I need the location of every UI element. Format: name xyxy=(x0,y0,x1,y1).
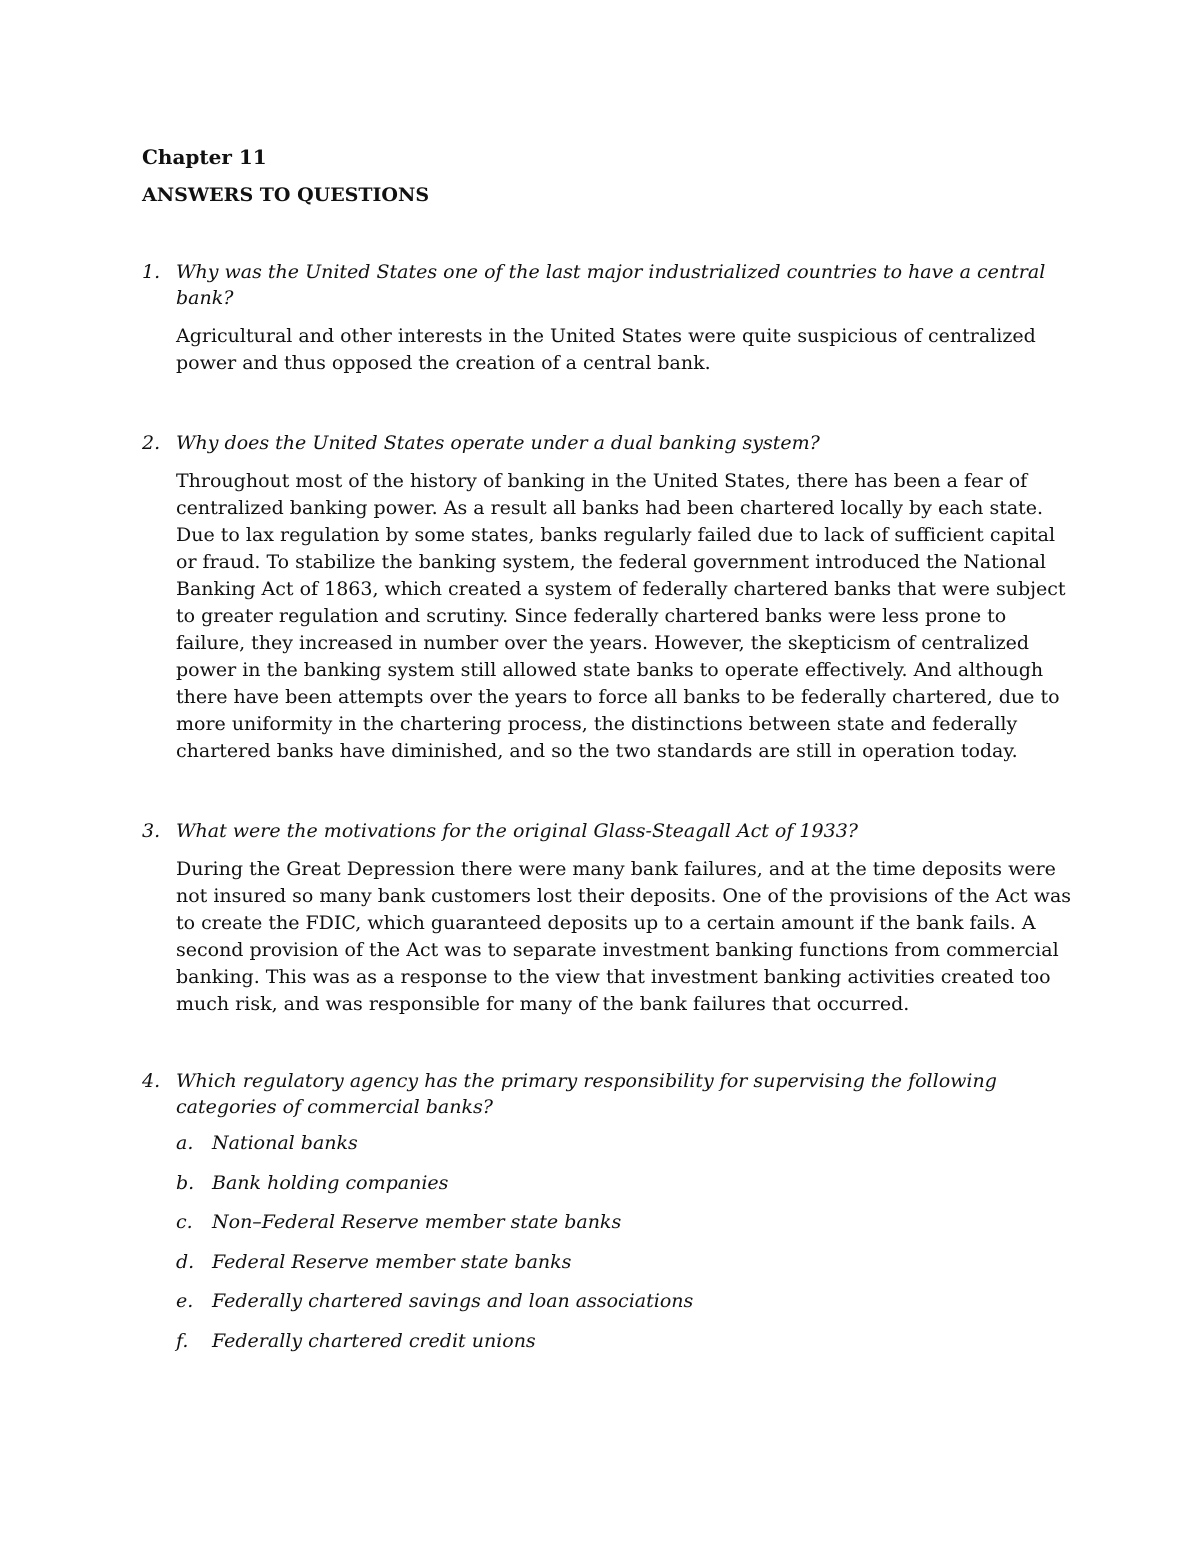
item-letter: d. xyxy=(176,1250,195,1273)
question-text: What were the motivations for the original Glass-Steagall Act of 1933? xyxy=(176,820,858,842)
question-block-1 xyxy=(142,259,1072,377)
section-heading: ANSWERS TO QUESTIONS xyxy=(142,184,430,206)
list-item xyxy=(176,1288,1072,1314)
item-letter: b. xyxy=(176,1171,195,1194)
item-letter: e. xyxy=(176,1290,194,1312)
question-block-3 xyxy=(142,818,1072,1018)
list-item xyxy=(176,1170,1072,1196)
list-item xyxy=(176,1209,1072,1235)
answer-text: During the Great Depression there were many bank failures, and at the time deposits were not insured so many bank customers lost their deposits. One of the provisions of the Act was to create the FDIC, which guaranteed deposits up to a certain amount if the bank fails. A second provision of the Act was to separate investment banking functions from commercial banking. This was as a response to the view that investment banking activities created too much risk, and was responsible for many of the bank failures that occurred. xyxy=(176,858,1072,1015)
question-text: Why was the United States one of the last major industrialized countries to have a central bank? xyxy=(176,261,1046,309)
question-block-4 xyxy=(142,1068,1072,1367)
question-text: Why does the United States operate under a dual banking system? xyxy=(176,432,820,454)
question-number: 4. xyxy=(142,1070,161,1092)
item-letter: c. xyxy=(176,1211,193,1233)
item-text: Federally chartered credit unions xyxy=(212,1329,536,1352)
list-item xyxy=(176,1328,1072,1354)
category-list xyxy=(176,1130,1072,1354)
question-block-2 xyxy=(142,430,1072,765)
list-item xyxy=(176,1249,1072,1275)
item-text: National banks xyxy=(212,1132,358,1154)
question-number: 1. xyxy=(142,261,161,283)
question-number: 2. xyxy=(142,432,161,454)
question-text: Which regulatory agency has the primary responsibility for supervising the following categories of commercial banks? xyxy=(176,1070,997,1118)
chapter-title: Chapter 11 xyxy=(142,145,267,169)
list-item xyxy=(176,1130,1072,1156)
question-number: 3. xyxy=(142,820,161,842)
item-text: Federal Reserve member state banks xyxy=(212,1250,572,1273)
item-letter: a. xyxy=(176,1132,194,1154)
item-text: Bank holding companies xyxy=(212,1171,449,1194)
item-letter: f. xyxy=(176,1329,189,1352)
item-text: Non–Federal Reserve member state banks xyxy=(212,1211,622,1233)
answer-text: Agricultural and other interests in the United States were quite suspicious of centralized power and thus opposed the creation of a central bank. xyxy=(176,325,1036,374)
answer-text: Throughout most of the history of banking in the United States, there has been a fear of centralized banking power. As a result all banks had been chartered locally by each state. Due to lax regulation by some states, banks regularly failed due to lack of sufficient capital or fraud. To stabilize the banking system, the federal government introduced the National Banking Act of 1863, which created a system of federally chartered banks that were subject to greater regulation and scrutiny. Since federally chartered banks were less prone to failure, they increased in number over the years. However, the skepticism of centralized power in the banking system still allowed state banks to operate effectively. And although there have been attempts over the years to force all banks to be federally chartered, due to more uniformity in the chartering process, the distinctions between state and federally chartered banks have diminished, and so the two standards are still in operation today. xyxy=(176,470,1066,762)
item-text: Federally chartered savings and loan associations xyxy=(212,1290,694,1312)
